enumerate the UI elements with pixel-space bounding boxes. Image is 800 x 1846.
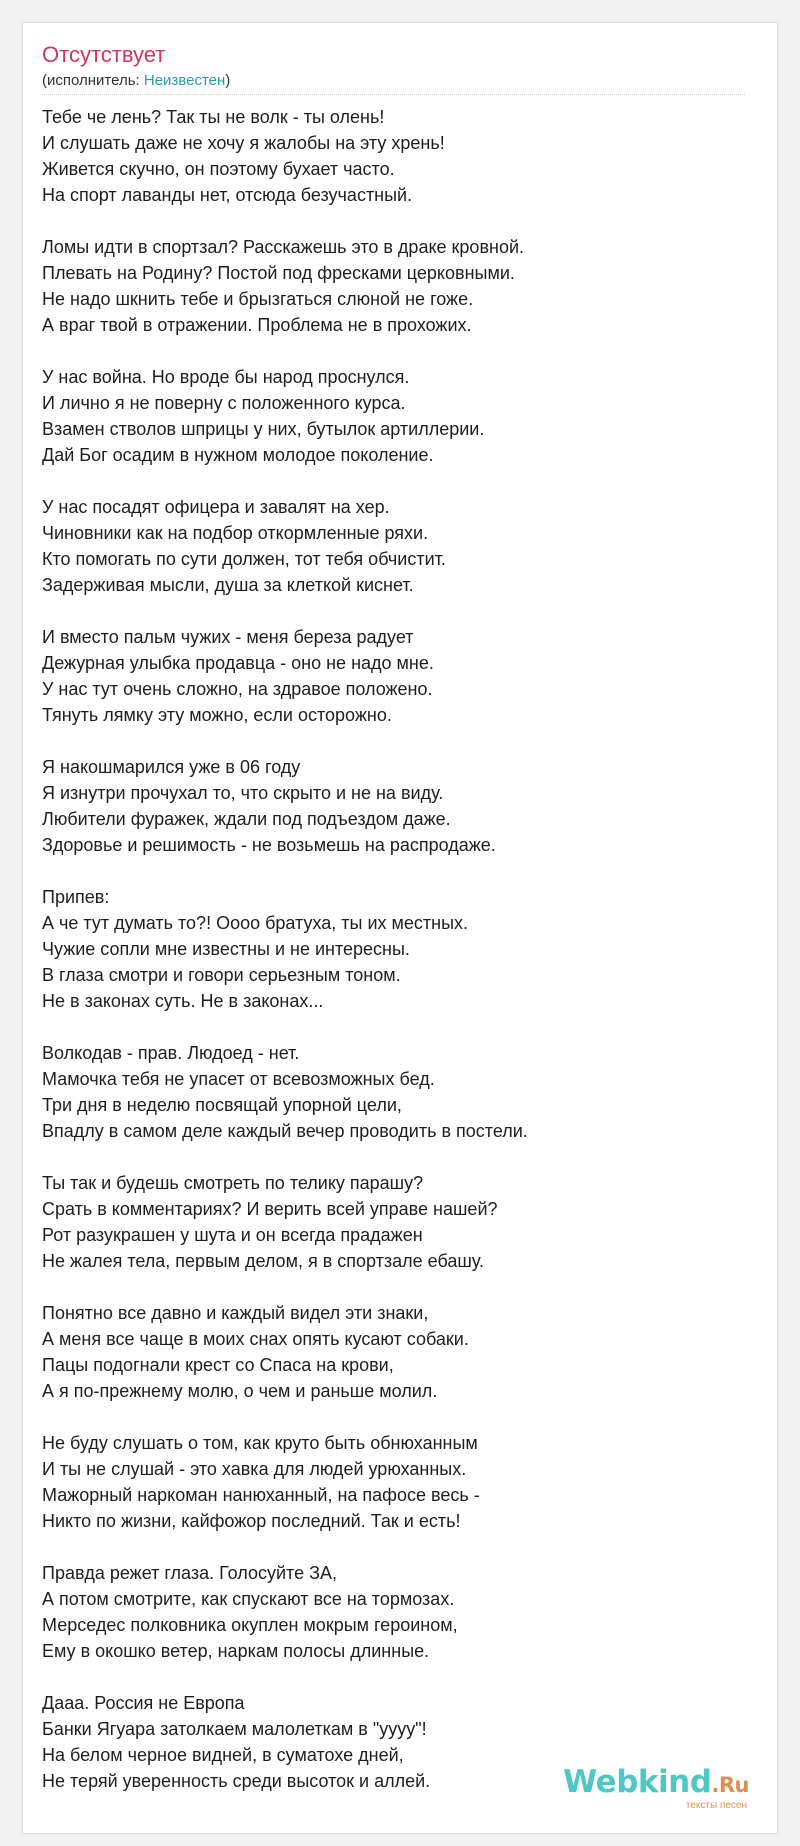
lyrics-line: Чиновники как на подбор откормленные ряхи.: [42, 523, 429, 543]
lyrics-stanza: [42, 624, 758, 728]
lyrics-line: А враг твой в отражении. Проблема не в прохожих.: [42, 315, 472, 335]
lyrics-line: Понятно все давно и каждый видел эти знаки,: [42, 1303, 429, 1323]
lyrics-line: У нас посадят офицера и завалят на хер.: [42, 497, 390, 517]
lyrics-stanza: [42, 364, 758, 468]
lyrics-line: Ты так и будешь смотреть по телику парашу?: [42, 1173, 424, 1193]
lyrics-card: [22, 22, 778, 1834]
lyrics-line: На белом черное видней, в суматохе дней,: [42, 1745, 404, 1765]
lyrics-line: Мажорный наркоман нанюханный, на пафосе весь -: [42, 1485, 480, 1505]
lyrics-stanza: [42, 754, 758, 858]
lyrics-body: [42, 104, 758, 1820]
lyrics-line: А я по-прежнему молю, о чем и раньше молил.: [42, 1381, 438, 1401]
performer-link[interactable]: Неизвестен: [143, 72, 226, 89]
lyrics-line: Срать в комментариях? И верить всей управе нашей?: [42, 1199, 498, 1219]
lyrics-line: Никто по жизни, кайфожор последний. Так и есть!: [42, 1511, 461, 1531]
performer-prefix: (исполнитель:: [42, 72, 144, 89]
lyrics-line: Мерседес полковника окуплен мокрым героином,: [42, 1615, 458, 1635]
lyrics-stanza: [42, 884, 758, 1014]
lyrics-line: В глаза смотри и говори серьезным тоном.: [42, 965, 401, 985]
lyrics-line: Тебе че лень? Так ты не волк - ты олень!: [42, 107, 385, 127]
brand-suffix: .Ru: [711, 1773, 749, 1797]
lyrics-line: И слушать даже не хочу я жалобы на эту хрень!: [42, 133, 445, 153]
lyrics-line: Не теряй уверенность среди высоток и аллей.: [42, 1771, 431, 1791]
lyrics-line: Тянуть лямку эту можно, если осторожно.: [42, 705, 392, 725]
lyrics-line: Я изнутри прочухал то, что скрыто и не на виду.: [42, 783, 444, 803]
lyrics-line: Впадлу в самом деле каждый вечер проводить в постели.: [42, 1121, 528, 1141]
lyrics-line: У нас война. Но вроде бы народ проснулся.: [42, 367, 410, 387]
lyrics-line: Чужие сопли мне известны и не интересны.: [42, 939, 410, 959]
lyrics-line: Дааа. Россия не Европа: [42, 1693, 245, 1713]
lyrics-line: Кто помогать по сути должен, тот тебя обчистит.: [42, 549, 446, 569]
lyrics-line: У нас тут очень сложно, на здравое положено.: [42, 679, 433, 699]
lyrics-line: Взамен стволов шприцы у них, бутылок артиллерии.: [42, 419, 485, 439]
lyrics-line: Волкодав - прав. Людоед - нет.: [42, 1043, 300, 1063]
lyrics-line: Плевать на Родину? Постой под фресками церковными.: [42, 263, 515, 283]
lyrics-line: Не в законах суть. Не в законах...: [42, 991, 324, 1011]
webkind-logo-link[interactable]: [563, 1766, 749, 1811]
lyrics-line: Ему в окошко ветер, наркам полосы длинные.: [42, 1641, 430, 1661]
song-title: Отсутствует: [42, 42, 166, 67]
brand-name: [563, 1766, 749, 1801]
lyrics-line: Живется скучно, он поэтому бухает часто.: [42, 159, 395, 179]
performer-suffix: ): [225, 72, 231, 89]
lyrics-line: А меня все чаще в моих снах опять кусают собаки.: [42, 1329, 469, 1349]
lyrics-stanza: [42, 1040, 758, 1144]
lyrics-line: Ломы идти в спортзал? Расскажешь это в драке кровной.: [42, 237, 525, 257]
lyrics-line: На спорт лаванды нет, отсюда безучастный.: [42, 185, 413, 205]
lyrics-line: Не жалея тела, первым делом, я в спортзале ебашу.: [42, 1251, 485, 1271]
lyrics-line: Я накошмарился уже в 06 году: [42, 757, 301, 777]
lyrics-stanza: [42, 1560, 758, 1664]
lyrics-line: Пацы подогнали крест со Спаса на крови,: [42, 1355, 394, 1375]
performer-line: [42, 71, 758, 91]
lyrics-line: Дежурная улыбка продавца - оно не надо мне.: [42, 653, 434, 673]
lyrics-line: Мамочка тебя не упасет от всевозможных бед.: [42, 1069, 435, 1089]
lyrics-line: Правда режет глаза. Голосуйте ЗА,: [42, 1563, 337, 1583]
lyrics-line: Здоровье и решимость - не возьмешь на распродаже.: [42, 835, 496, 855]
lyrics-stanza: [42, 1300, 758, 1404]
lyrics-line: И вместо пальм чужих - меня береза радует: [42, 627, 414, 647]
brand-tagline: тексты песен: [685, 1800, 747, 1811]
lyrics-line: Не надо шкнить тебе и брызгаться слюной не гоже.: [42, 289, 474, 309]
header-divider: [42, 94, 745, 95]
lyrics-stanza: [42, 494, 758, 598]
lyrics-line: И ты не слушай - это хавка для людей урюханных.: [42, 1459, 467, 1479]
brand-name-text: Webkind: [563, 1764, 712, 1800]
lyrics-stanza: [42, 234, 758, 338]
lyrics-line: Дай Бог осадим в нужном молодое поколение.: [42, 445, 434, 465]
lyrics-line: А че тут думать то?! Оооо братуха, ты их местных.: [42, 913, 469, 933]
lyrics-line: Задерживая мысли, душа за клеткой киснет.: [42, 575, 414, 595]
song-header: [42, 41, 758, 91]
lyrics-line: Любители фуражек, ждали под подъездом даже.: [42, 809, 451, 829]
lyrics-stanza: [42, 1170, 758, 1274]
lyrics-line: Не буду слушать о том, как круто быть обнюханным: [42, 1433, 478, 1453]
lyrics-line: Три дня в неделю посвящай упорной цели,: [42, 1095, 402, 1115]
lyrics-line: И лично я не поверну с положенного курса.: [42, 393, 406, 413]
lyrics-line: Рот разукрашен у шута и он всегда прадажен: [42, 1225, 423, 1245]
lyrics-line: Банки Ягуара затолкаем малолеткам в "уууу"!: [42, 1719, 427, 1739]
lyrics-line: А потом смотрите, как спускают все на тормозах.: [42, 1589, 455, 1609]
lyrics-stanza: [42, 104, 758, 208]
lyrics-stanza: [42, 1430, 758, 1534]
lyrics-line: Припев:: [42, 887, 110, 907]
